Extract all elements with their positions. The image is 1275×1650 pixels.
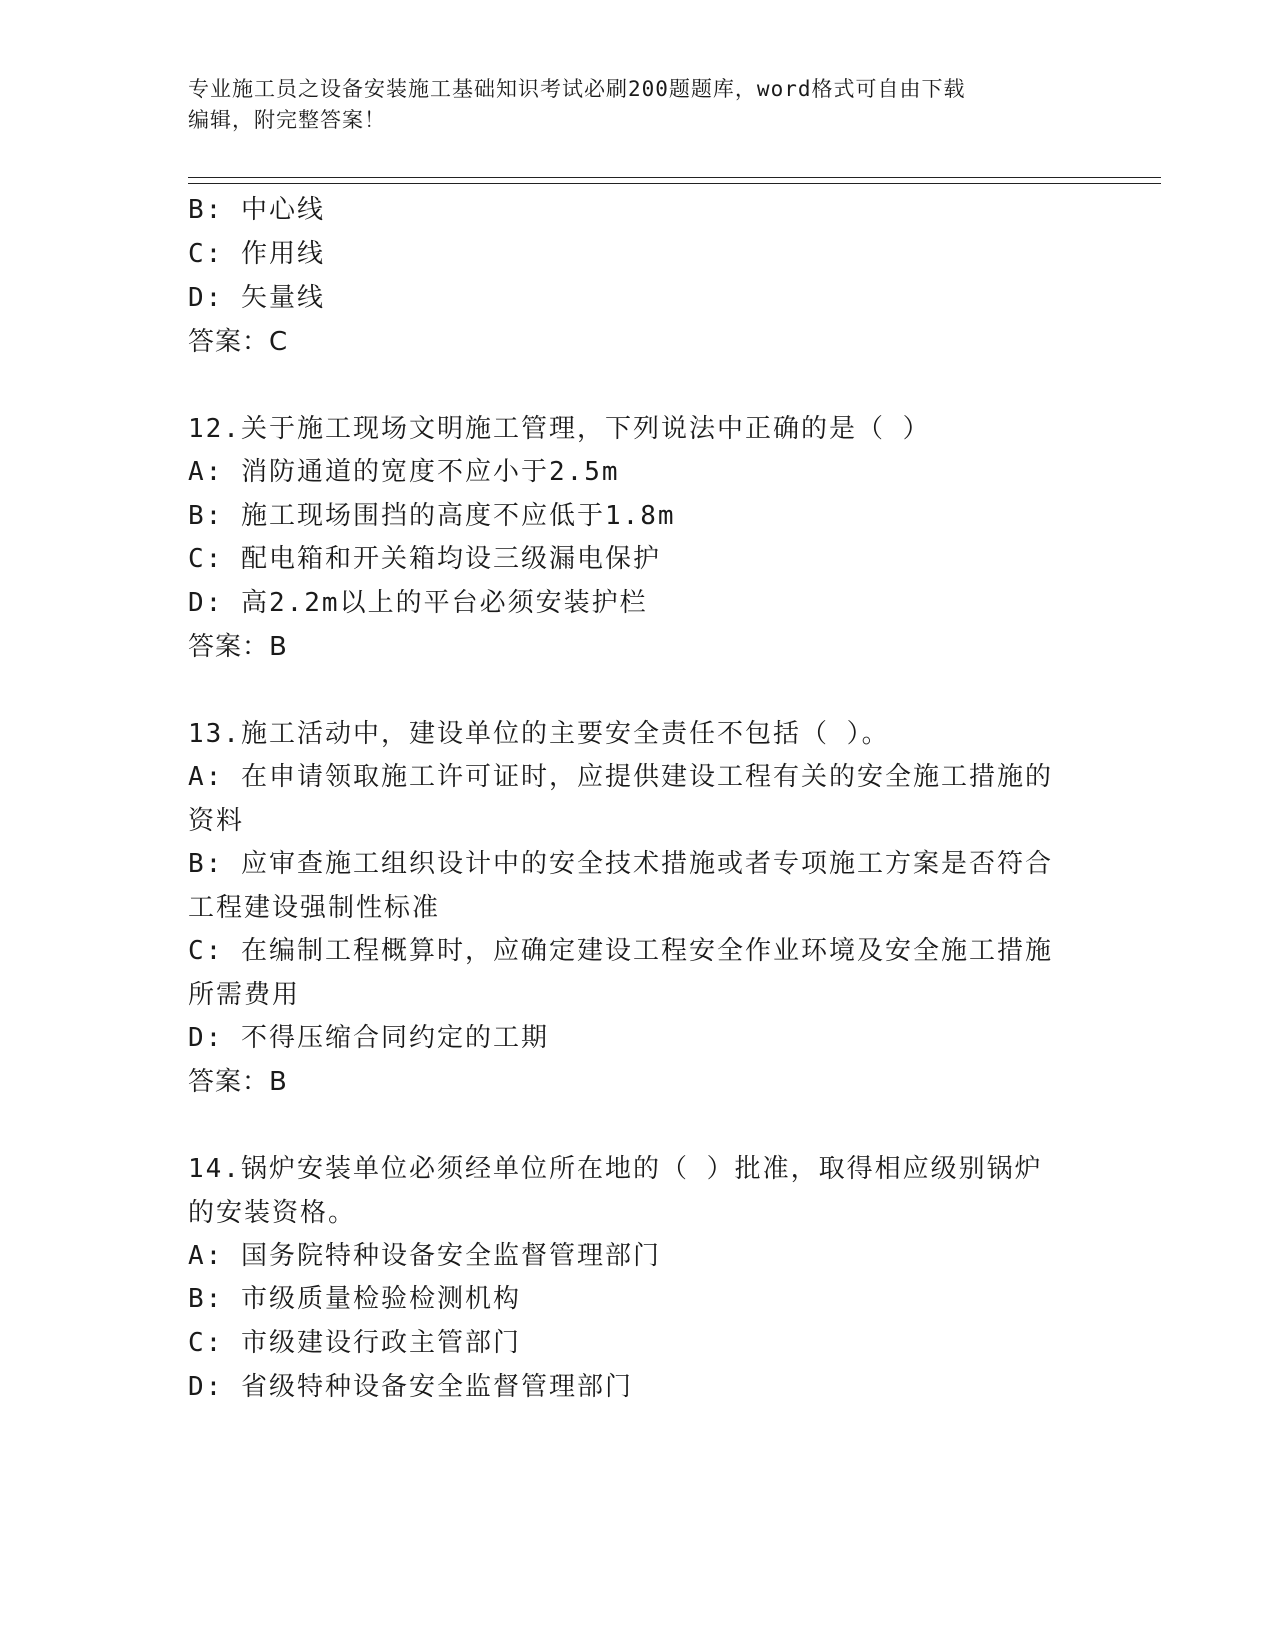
- q13-option-c-cont: 所需费用: [188, 980, 301, 1010]
- q13-option-a-cont: 资料: [188, 806, 245, 836]
- q11-option-b: B: 中心线: [188, 195, 325, 225]
- header-divider-top: [188, 177, 1161, 178]
- q13-option-b-cont: 工程建设强制性标准: [188, 893, 441, 923]
- document-header: [188, 74, 1068, 136]
- q14-question: 14.锅炉安装单位必须经单位所在地的（ ）批准，取得相应级别锅炉: [188, 1154, 1043, 1184]
- q13-question: 13.施工活动中，建设单位的主要安全责任不包括（ ）。: [188, 719, 890, 749]
- q11-option-c: C: 作用线: [188, 239, 325, 269]
- q14-question-cont: 的安装资格。: [188, 1198, 357, 1228]
- q14-option-a: A: 国务院特种设备安全监督管理部门: [188, 1241, 661, 1271]
- header-divider-bottom: [188, 183, 1161, 184]
- q13-answer: 答案：B: [188, 1067, 288, 1097]
- q14-option-b: B: 市级质量检验检测机构: [188, 1284, 521, 1314]
- header-line-1: 专业施工员之设备安装施工基础知识考试必刷200题题库，word格式可自由下载: [188, 77, 966, 101]
- q12-question: 12.关于施工现场文明施工管理，下列说法中正确的是（ ）: [188, 414, 931, 444]
- q12-answer: 答案：B: [188, 632, 288, 662]
- q11-answer: 答案：C: [188, 327, 289, 357]
- q14-option-d: D: 省级特种设备安全监督管理部门: [188, 1372, 633, 1402]
- q12-option-b: B: 施工现场围挡的高度不应低于1.8m: [188, 501, 676, 531]
- q12-option-c: C: 配电箱和开关箱均设三级漏电保护: [188, 544, 661, 574]
- q11-option-d: D: 矢量线: [188, 283, 325, 313]
- q13-option-b: B: 应审查施工组织设计中的安全技术措施或者专项施工方案是否符合: [188, 849, 1053, 879]
- q14-option-c: C: 市级建设行政主管部门: [188, 1328, 521, 1358]
- q12-option-a: A: 消防通道的宽度不应小于2.5m: [188, 457, 620, 487]
- q13-option-d: D: 不得压缩合同约定的工期: [188, 1023, 549, 1053]
- q13-option-a: A: 在申请领取施工许可证时，应提供建设工程有关的安全施工措施的: [188, 762, 1053, 792]
- q12-option-d: D: 高2.2m以上的平台必须安装护栏: [188, 588, 648, 618]
- q13-option-c: C: 在编制工程概算时，应确定建设工程安全作业环境及安全施工措施: [188, 936, 1053, 966]
- header-line-2: 编辑，附完整答案！: [188, 108, 386, 132]
